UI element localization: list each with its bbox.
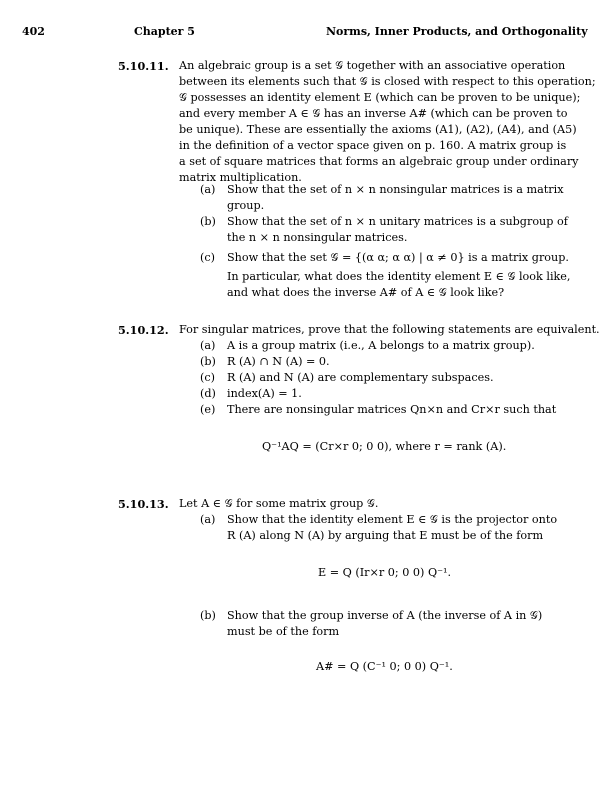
part-text-line: There are nonsingular matrices Qn×n and Cr×r such that [227, 403, 557, 416]
part-text-line: Show that the group inverse of A (the inverse of A in 𝒢) [227, 609, 543, 622]
chapter-label: Chapter 5 [134, 25, 195, 38]
part-label: (e) [200, 403, 216, 416]
part-text-line: Show that the set 𝒢 = {(α α; α α) | α ≠ 0} is a matrix group. [227, 251, 569, 264]
part-text-line: In particular, what does the identity element E ∈ 𝒢 look like, [227, 270, 571, 283]
part-label: (b) [200, 609, 216, 622]
part-text-line: index(A) = 1. [227, 387, 302, 400]
part-text-line: group. [227, 199, 265, 212]
part-label: (c) [200, 371, 215, 384]
part-text-line: A is a group matrix (i.e., A belongs to a matrix group). [227, 339, 535, 352]
problem-intro: Let A ∈ 𝒢 for some matrix group 𝒢. [179, 497, 379, 510]
problem-text-line: An algebraic group is a set 𝒢 together with an associative operation [179, 59, 566, 72]
part-label: (d) [200, 387, 216, 400]
part-label: (b) [200, 215, 216, 228]
problem-number: 5.10.13. [118, 497, 169, 511]
part-text-line: R (A) and N (A) are complementary subspaces. [227, 371, 494, 384]
part-label: (a) [200, 183, 216, 196]
problem-text-line: be unique). These are essentially the axioms (A1), (A2), (A4), and (A5) [179, 123, 577, 136]
problem-number: 5.10.12. [118, 323, 169, 337]
part-text-line: Show that the set of n × n nonsingular matrices is a matrix [227, 183, 564, 196]
part-label: (b) [200, 355, 216, 368]
page-number: 402 [22, 25, 45, 38]
display-equation-b: A# = Q (C⁻¹ 0; 0 0) Q⁻¹. [316, 660, 453, 673]
problem-text-line: matrix multiplication. [179, 171, 302, 184]
part-text-line: R (A) along N (A) by arguing that E must be of the form [227, 529, 544, 542]
part-label: (a) [200, 513, 216, 526]
part-text-line: the n × n nonsingular matrices. [227, 231, 408, 244]
problem-text-line: a set of square matrices that forms an algebraic group under ordinary [179, 155, 579, 168]
part-text-line: Show that the set of n × n unitary matrices is a subgroup of [227, 215, 568, 228]
problem-text-line: 𝒢 possesses an identity element E (which can be proven to be unique); [179, 91, 581, 104]
part-text-line: must be of the form [227, 625, 340, 638]
part-text-line: Show that the identity element E ∈ 𝒢 is the projector onto [227, 513, 558, 526]
problem-intro: For singular matrices, prove that the following statements are equivalent. [179, 323, 600, 336]
part-text-line: R (A) ∩ N (A) = 0. [227, 355, 330, 368]
part-label: (c) [200, 251, 215, 264]
problem-number: 5.10.11. [118, 59, 169, 73]
display-equation-a: E = Q (Ir×r 0; 0 0) Q⁻¹. [318, 566, 452, 579]
problem-text-line: in the definition of a vector space given on p. 160. A matrix group is [179, 139, 567, 152]
part-label: (a) [200, 339, 216, 352]
problem-text-line: and every member A ∈ 𝒢 has an inverse A# (which can be proven to [179, 107, 568, 120]
problem-text-line: between its elements such that 𝒢 is closed with respect to this operation; [179, 75, 596, 88]
part-text-line: and what does the inverse A# of A ∈ 𝒢 look like? [227, 286, 505, 299]
section-title: Norms, Inner Products, and Orthogonality [326, 25, 588, 38]
display-equation: Q⁻¹AQ = (Cr×r 0; 0 0), where r = rank (A). [262, 440, 507, 453]
